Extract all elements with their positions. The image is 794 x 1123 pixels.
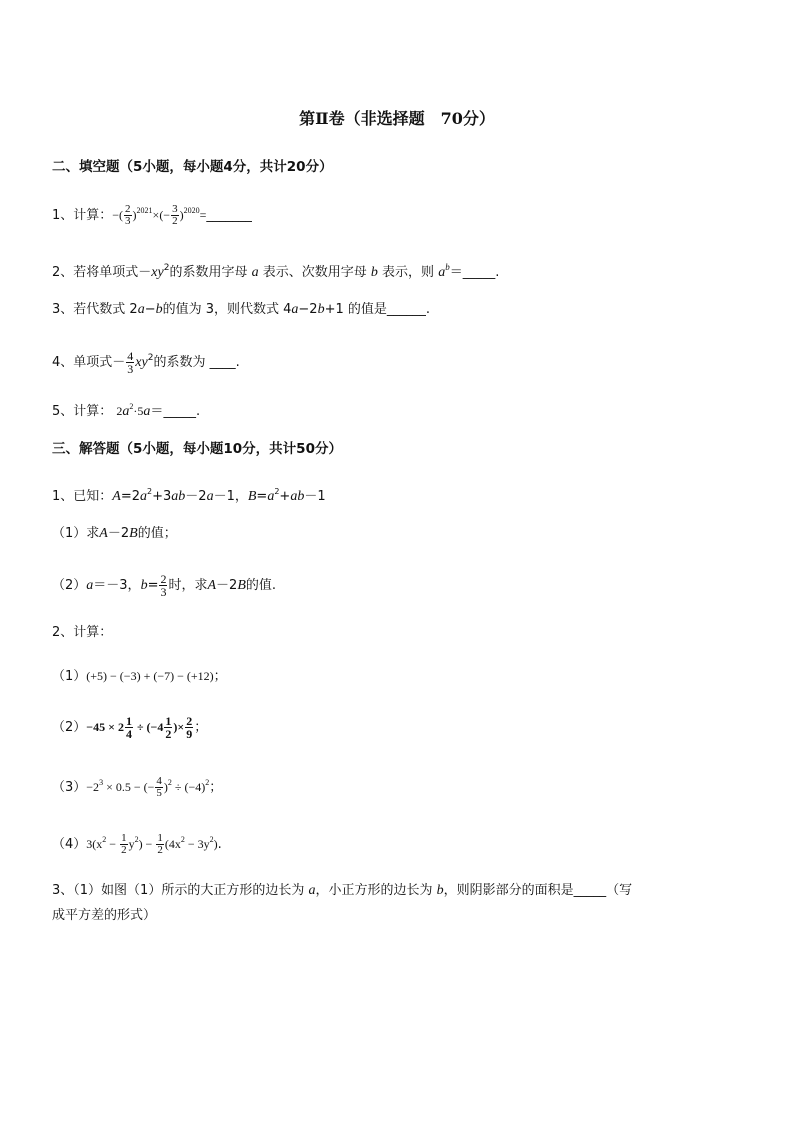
problem-3-2-heading: 2、计算： [52, 625, 113, 640]
fraction: $\frac{1}{2}$ [157, 832, 163, 856]
page-title: 第Ⅱ卷（非选择题 70分） [299, 109, 495, 128]
fraction: $\frac{4}{5}$ [156, 775, 162, 799]
problem-3-2-part-3: $(3)-2^3 \times 0.5$ − (− $\frac{4}{5}$ )$^2 \div (-4)^2$； [52, 775, 223, 799]
question-2-1: 1、计算：−( $\frac{2}{3}$ )$^{2021}$×(− $\frac{3}{2}$ )$^{2020}$=_______ [52, 203, 252, 227]
fraction: $\frac{2}{3}$ [125, 203, 131, 227]
problem-3-2-part-4: $(4)3(x^2$ − $\frac{1}{2}$ $y^2$) − $\frac{1}{2}$ $(4x^2 - 3y^2)$. [52, 832, 222, 856]
fraction: $\frac{1}{4}$ [125, 714, 132, 741]
answer-blank: _____ [573, 883, 607, 898]
answer-blank: _____ [462, 265, 496, 280]
section-heading-fill-blank: 二、填空题（5小题，每小题4分，共计20分） [52, 159, 333, 175]
problem-3-2-part-2: （2）−45 × 2 $\frac{1}{4}$ ÷ (−4 $\frac{1}{2}$ )× $\frac{2}{9}$ ； [52, 714, 208, 741]
problem-3-2-part-1: （1）(+5) − (−3) + (−7) − (+12)； [52, 669, 227, 684]
answer-blank: ______ [386, 302, 426, 317]
problem-3-1-part-2: （2）a＝－3，b= $\frac{2}{3}$ 时，求A－2B的值. [52, 572, 277, 599]
section-heading-solutions: 三、解答题（5小题，每小题10分，共计50分） [52, 441, 342, 457]
answer-blank: _____ [163, 404, 196, 419]
fraction: $\frac{3}{2}$ [172, 203, 178, 227]
fraction: $\frac{1}{2}$ [121, 832, 127, 856]
problem-3-1: 1、已知：$A=2a^2+3ab-2a-1$，$B=a^2+ab-1$ [52, 487, 326, 504]
problem-3-1-part-1: （1）求A－2B的值； [52, 526, 177, 541]
fraction: $\frac{2}{3}$ [160, 572, 167, 599]
fraction: $\frac{1}{2}$ [165, 714, 172, 741]
answer-blank: ____ [209, 355, 236, 370]
problem-3-3-line-2: 成平方差的形式） [52, 908, 157, 923]
answer-blank: _______ [206, 208, 252, 223]
problem-3-3-line-1: 3、（1）如图（1）所示的大正方形的边长为 a，小正方形的边长为 b，则阴影部分的面积是_____（写 [52, 883, 633, 898]
question-2-3: 3、若代数式 2a−b的值为 3，则代数式 4a−2b+1 的值是______. [52, 302, 431, 317]
fraction: $\frac{4}{3}$ [127, 349, 134, 376]
question-2-5: 5、计算： $2a^2\cdot 5a=\_\_\_\_\_$. [52, 402, 201, 419]
question-2-4: 4、单项式－ $\frac{4}{3}$ $xy^2$的系数为 ____. [52, 349, 240, 376]
fraction: $\frac{2}{9}$ [186, 714, 193, 741]
question-2-2: 2、若将单项式$-xy^2$的系数用字母 a 表示、次数用字母 b 表示，则 $a^b=\_\_\_\_\_$. [52, 262, 500, 280]
